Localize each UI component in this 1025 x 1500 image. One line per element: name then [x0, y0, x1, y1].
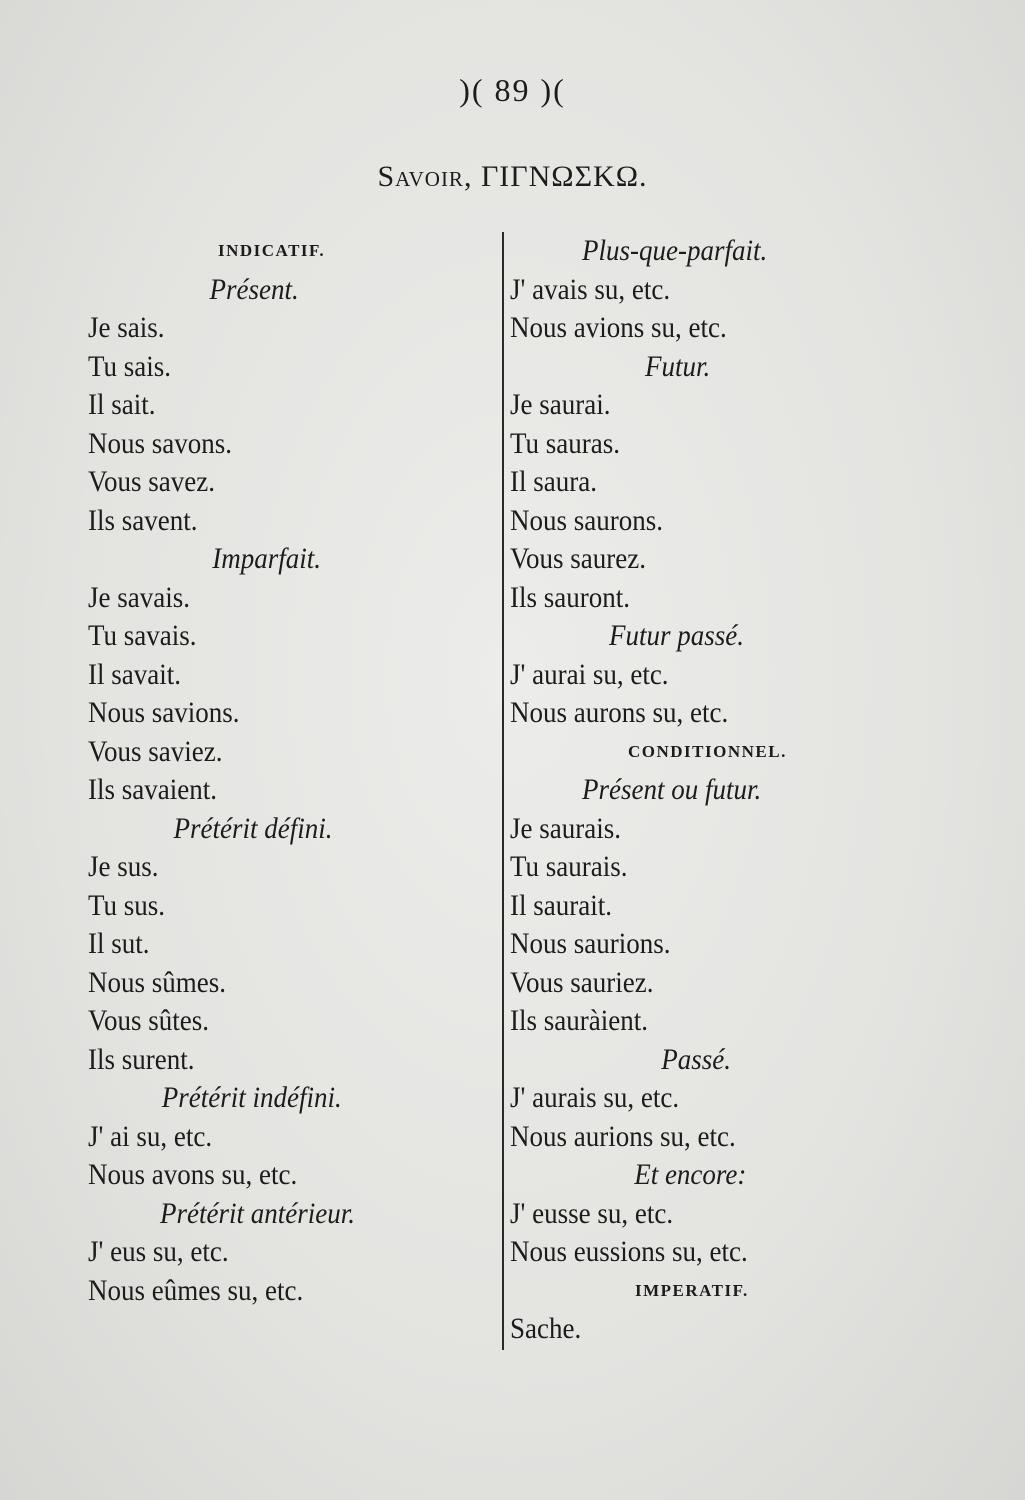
mood-heading: CONDITIONNEL.	[628, 741, 787, 761]
conjugation-line: Ils savaient.	[88, 773, 217, 806]
tense-heading: Présent.	[209, 272, 299, 306]
conjugation-line: J' avais su, etc.	[510, 272, 671, 306]
conjugation-line: Ils sauront.	[510, 580, 630, 614]
tense-heading: Plus-que-parfait.	[582, 234, 768, 267]
conjugation-line: Tu sais.	[88, 349, 172, 383]
conjugation-line: Je savais.	[88, 580, 190, 614]
conjugation-line: Je saurais.	[510, 811, 621, 845]
conjugation-line: Il savait.	[88, 657, 181, 691]
conjugation-line: Nous savions.	[88, 696, 240, 729]
conjugation-line: Nous savons.	[88, 426, 233, 460]
conjugation-line: Vous saviez.	[88, 734, 223, 768]
conjugation-line: Il sut.	[88, 927, 150, 960]
conjugation-line: Je sais.	[88, 311, 165, 344]
conjugation-line: Nous avions su, etc.	[510, 311, 727, 344]
tense-heading: Prétérit indéfini.	[161, 1081, 342, 1114]
tense-heading: Présent ou futur.	[582, 773, 762, 806]
conjugation-line: Nous aurions su, etc.	[510, 1119, 736, 1153]
tense-heading: Passé.	[661, 1042, 731, 1076]
conjugation-line: Nous aurons su, etc.	[510, 696, 729, 729]
conjugation-line: Sache.	[510, 1312, 582, 1345]
conjugation-line: Tu sus.	[88, 888, 166, 922]
conjugation-line: Il saura.	[510, 465, 597, 498]
conjugation-line: Nous avons su, etc.	[88, 1158, 298, 1191]
conjugation-line: Vous sauriez.	[510, 965, 654, 999]
left-column	[88, 232, 488, 1310]
conjugation-line: Ils surent.	[88, 1042, 195, 1076]
mood-heading: IMPERATIF.	[635, 1280, 749, 1300]
conjugation-line: Nous eûmes su, etc.	[88, 1273, 304, 1307]
conjugation-line: Nous eussions su, etc.	[510, 1235, 748, 1268]
conjugation-line: J' eusse su, etc.	[510, 1196, 674, 1230]
tense-heading: Futur.	[645, 349, 711, 383]
conjugation-line: Tu sauras.	[510, 426, 621, 460]
mood-heading: INDICATIF.	[218, 241, 326, 260]
conjugation-line: J' eus su, etc.	[88, 1235, 229, 1268]
conjugation-line: Je sus.	[88, 850, 159, 883]
conjugation-line: Ils sauràient.	[510, 1004, 648, 1037]
right-column	[510, 232, 870, 1349]
conjugation-line: Vous saurez.	[510, 542, 646, 575]
conjugation-line: Vous savez.	[88, 465, 215, 498]
conjugation-line: J' ai su, etc.	[88, 1119, 213, 1153]
conjugation-line: Vous sûtes.	[88, 1004, 210, 1037]
tense-heading: Prétérit défini.	[173, 811, 333, 845]
tense-heading: Imparfait.	[212, 542, 321, 575]
tense-heading: Et encore:	[634, 1158, 747, 1191]
conjugation-line: Je saurai.	[510, 388, 611, 421]
conjugation-line: Nous saurions.	[510, 927, 671, 960]
column-divider	[502, 232, 504, 1350]
conjugation-line: J' aurais su, etc.	[510, 1081, 680, 1114]
tense-heading: Futur passé.	[609, 619, 744, 652]
conjugation-line: Ils savent.	[88, 503, 198, 537]
tense-heading: Prétérit antérieur.	[160, 1196, 355, 1230]
page-number: )( 89 )(	[459, 72, 566, 108]
page-title: Savoir, ΓΙΓΝΩΣΚΩ.	[377, 160, 648, 193]
conjugation-line: Il saurait.	[510, 888, 612, 922]
conjugation-line: Il sait.	[88, 388, 156, 421]
conjugation-line: J' aurai su, etc.	[510, 657, 669, 691]
conjugation-line: Tu savais.	[88, 619, 197, 652]
conjugation-line: Nous sûmes.	[88, 965, 227, 999]
conjugation-line: Tu saurais.	[510, 850, 628, 883]
conjugation-line: Nous saurons.	[510, 503, 663, 537]
